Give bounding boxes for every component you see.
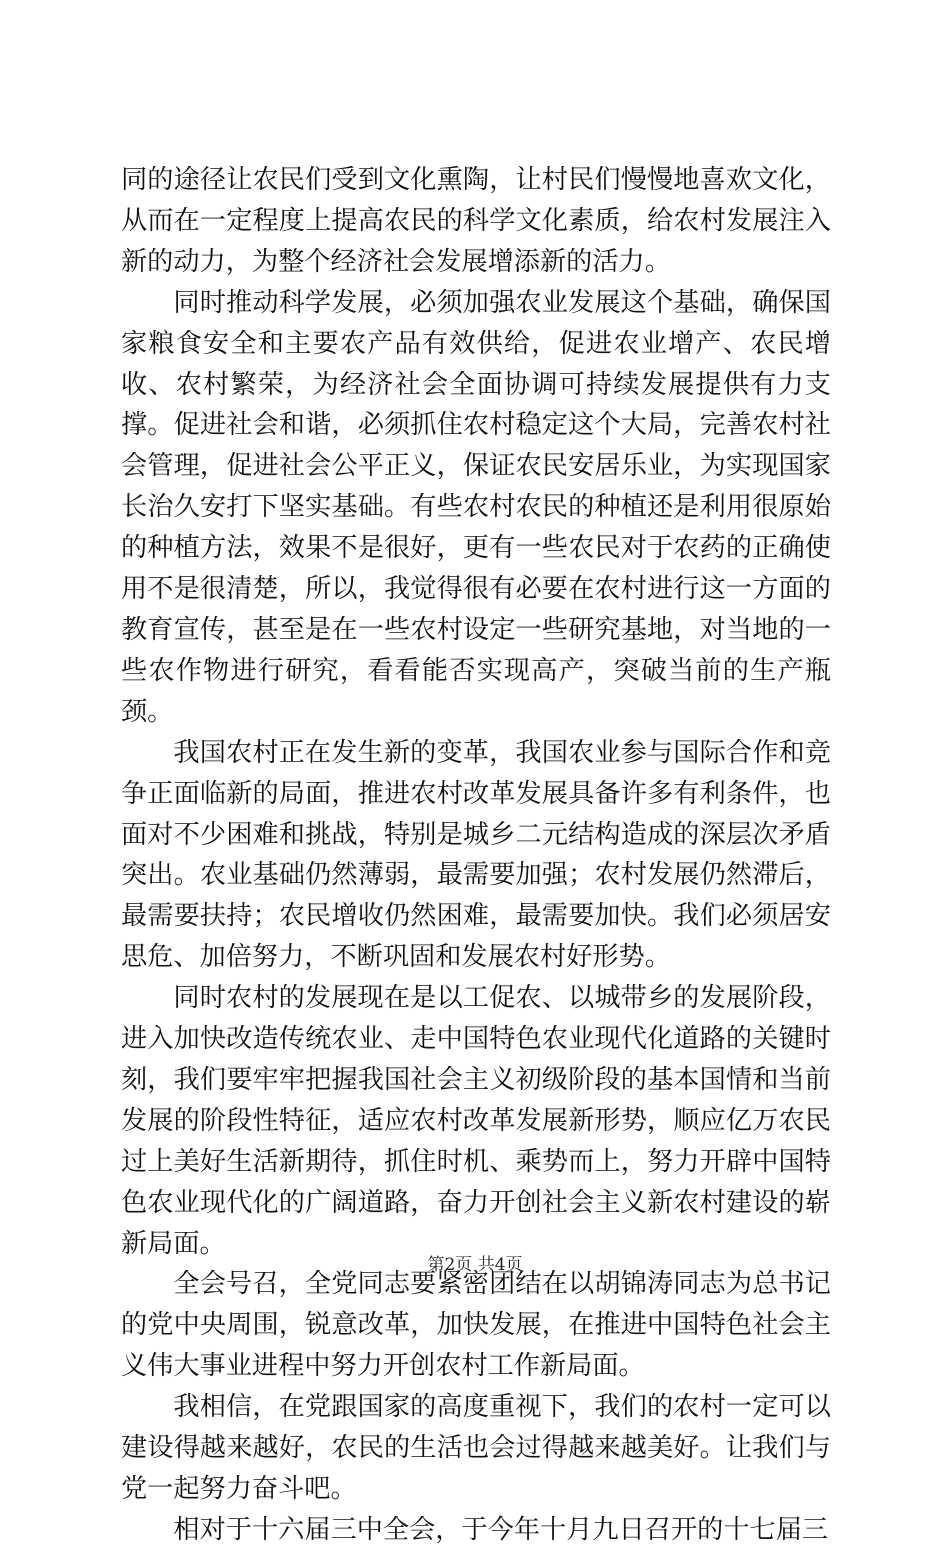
paragraph-7: 相对于十六届三中全会，于今年十月九日召开的十七届三 (173, 1514, 829, 1545)
paragraph-3: 我国农村正在发生新的变革，我国农业参与国际合作和竞争正面临新的局面，推进农村改革发展具备许多有利条件，也面对不少困难和挑战，特别是城乡二元结构造成的深层次矛盾突出。农业基础仍然薄弱，最需要加强；农村发展仍然滞后，最需要扶持；农民增收仍然困难，最需要加快。我们必须居安思危、加倍努力，不断巩固和发展农村好形势。 (121, 737, 831, 973)
paragraph-2: 同时推动科学发展，必须加强农业发展这个基础，确保国家粮食安全和主要农产品有效供给，促进农业增产、农民增收、农村繁荣，为经济社会全面协调可持续发展提供有力支撑。促进社会和谐，必须抓住农村稳定这个大局，完善农村社会管理，促进社会公平正义，保证农民安居乐业，为实现国家长治久安打下坚实基础。有些农村农民的种植还是利用很原始的种植方法，效果不是很好，更有一些农民对于农药的正确使用不是很清楚，所以，我觉得很有必要在农村进行这一方面的教育宣传，甚至是在一些农村设定一些研究基地，对当地的一些农作物进行研究，看看能否实现高产，突破当前的生产瓶颈。 (121, 287, 831, 727)
page-footer: 第2页 共4页 (427, 1255, 523, 1275)
paragraph-6: 我相信，在党跟国家的高度重视下，我们的农村一定可以建设得越来越好，农民的生活也会过得越来越美好。让我们与党一起努力奋斗吧。 (121, 1392, 831, 1504)
document-body (121, 160, 831, 1551)
paragraph-5: 全会号召，全党同志要紧密团结在以胡锦涛同志为总书记的党中央周围，锐意改革，加快发展，在推进中国特色社会主义伟大事业进程中努力开创农村工作新局面。 (121, 1269, 831, 1382)
paragraph-1: 同的途径让农民们受到文化熏陶，让村民们慢慢地喜欢文化，从而在一定程度上提高农民的科学文化素质，给农村发展注入新的动力，为整个经济社会发展增添新的活力。 (121, 165, 831, 277)
paragraph-4: 同时农村的发展现在是以工促农、以城带乡的发展阶段，进入加快改造传统农业、走中国特色农业现代化道路的关键时刻，我们要牢牢把握我国社会主义初级阶段的基本国情和当前发展的阶段性特征，适应农村改革发展新形势，顺应亿万农民过上美好生活新期待，抓住时机、乘势而上，努力开辟中国特色农业现代化的广阔道路，奋力开创社会主义新农村建设的崭新局面。 (121, 983, 831, 1259)
